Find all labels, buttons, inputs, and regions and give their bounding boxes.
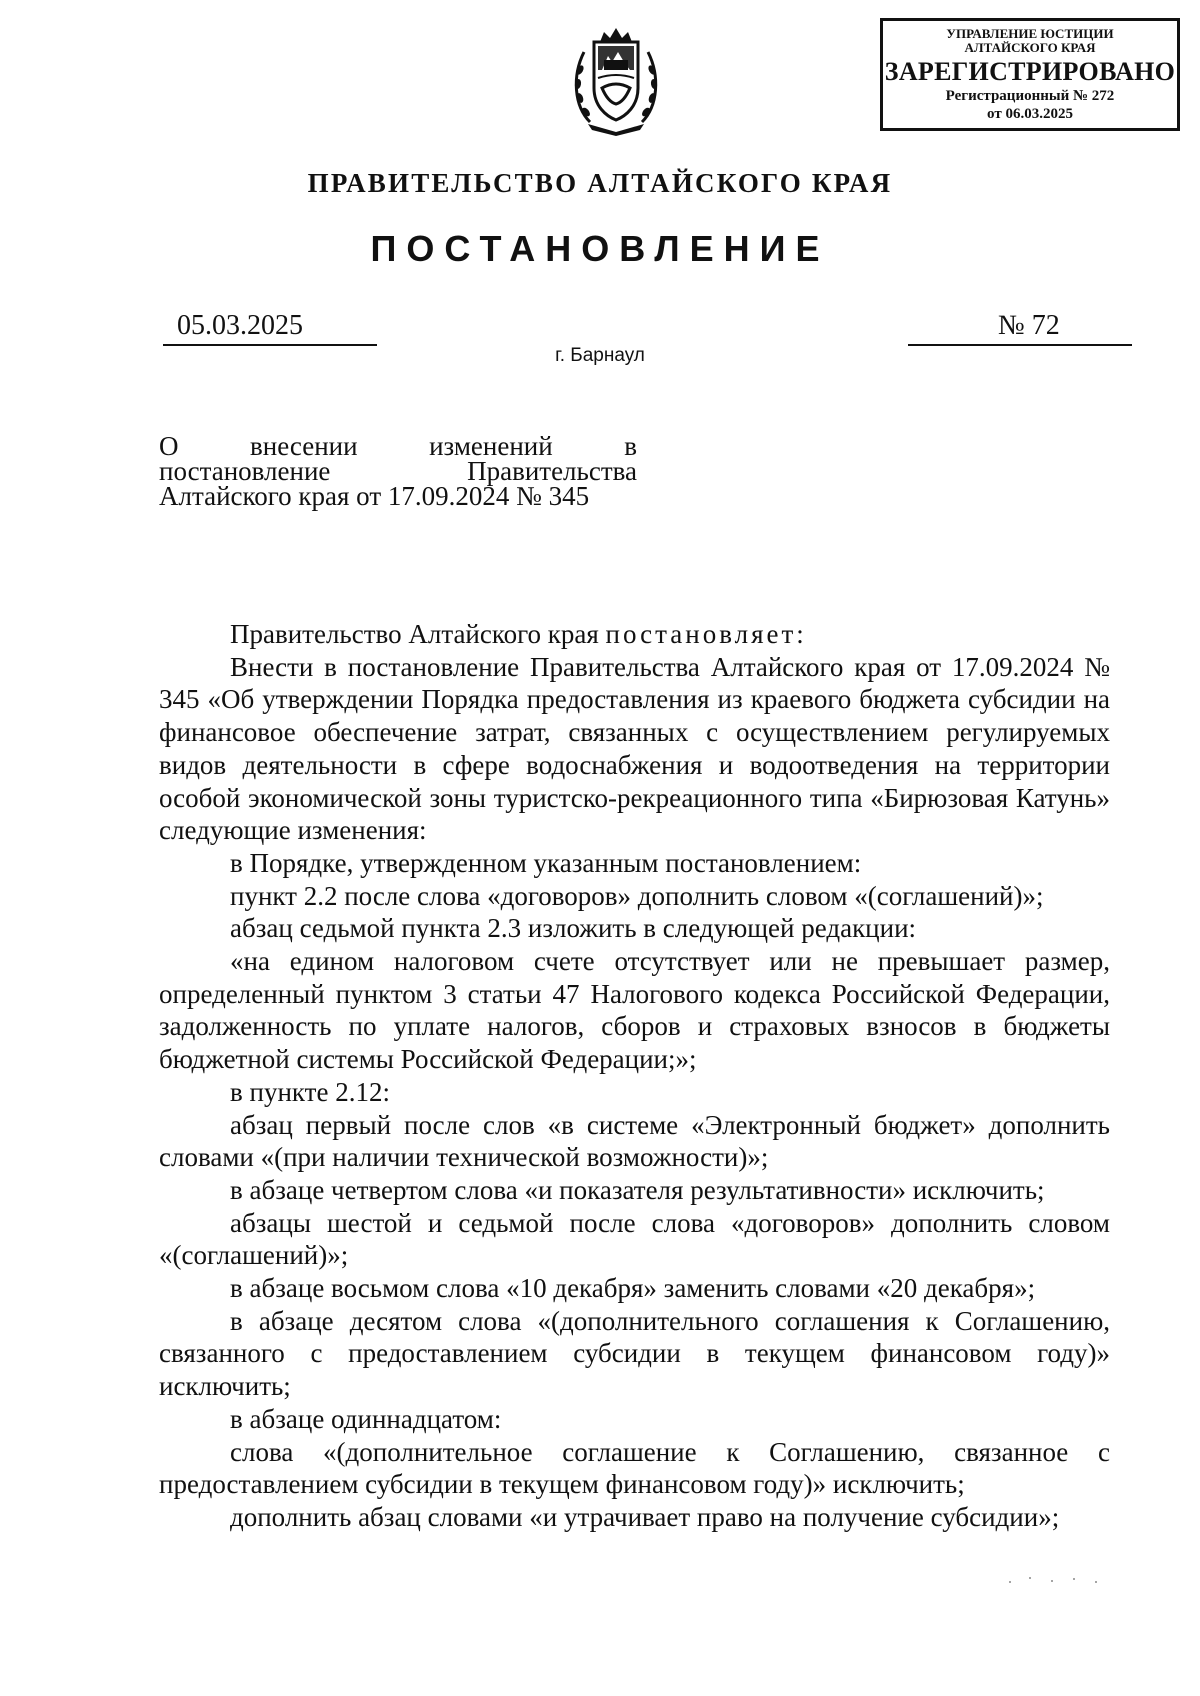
body-paragraph: абзацы шестой и седьмой после слова «договоров» дополнить словом «(соглашений)»; (159, 1207, 1110, 1271)
registration-stamp (880, 18, 1180, 131)
resolution-intro (159, 618, 1110, 651)
document-body (159, 618, 1110, 1534)
subject-line: постановление Правительства (159, 456, 637, 486)
body-paragraph: в пункте 2.12: (230, 1076, 390, 1107)
intro-text: Правительство Алтайского края (230, 619, 606, 649)
stamp-reg-date: от 06.03.2025 (987, 106, 1073, 122)
body-paragraph: в Порядке, утвержденном указанным постановлением: (230, 847, 862, 878)
stamp-reg-number: Регистрационный № 272 (945, 88, 1115, 104)
body-paragraph: в абзаце одиннадцатом: (230, 1403, 502, 1434)
subject-line: О внесении изменений в (159, 431, 637, 461)
body-paragraph: в абзаце восьмом слова «10 декабря» заменить словами «20 декабря»; (230, 1273, 1036, 1304)
scan-specks (1000, 1570, 1120, 1590)
body-paragraph: слова «(дополнительное соглашение к Соглашению, связанное с предоставлением субсидии в текущем финансовом году)» исключить; (159, 1436, 1110, 1500)
government-title: ПРАВИТЕЛЬСТВО АЛТАЙСКОГО КРАЯ (307, 168, 893, 198)
coat-of-arms-icon (568, 26, 664, 138)
stamp-authority-line1: УПРАВЛЕНИЕ ЮСТИЦИИ (946, 26, 1114, 41)
body-paragraph: абзац седьмой пункта 2.3 изложить в следующей редакции: (230, 913, 917, 944)
document-number: № 72 (908, 310, 1132, 346)
document-city: г. Барнаул (555, 345, 645, 366)
intro-colon: : (796, 619, 804, 649)
body-paragraph: дополнить абзац словами «и утрачивает право на получение субсидии»; (230, 1501, 1060, 1532)
body-paragraph: в абзаце четвертом слова «и показателя результативности» исключить; (230, 1174, 1045, 1205)
document-date: 05.03.2025 (163, 310, 377, 346)
body-paragraph: Внести в постановление Правительства Алтайского края от 17.09.2024 № 345 «Об утверждении Порядка предоставления из краевого бюджета субсидии на финансовое обеспечение затрат, связанных с осуществлением регулируемых видов деятельности в сфере водоснабжения и водоотведения на территории особой экономической зоны туристско-рекреационного типа «Бирюзовая Катунь» следующие изменения: (159, 651, 1110, 846)
body-paragraph: пункт 2.2 после слова «договоров» дополнить словом «(соглашений)»; (230, 880, 1044, 911)
document-subject (159, 431, 637, 511)
intro-keyword: постановляет (605, 619, 797, 649)
subject-line: Алтайского края от 17.09.2024 № 345 (159, 481, 590, 511)
document-type: ПОСТАНОВЛЕНИЕ (370, 228, 830, 269)
body-paragraph: «на едином налоговом счете отсутствует или не превышает размер, определенный пунктом 3 статьи 47 Налогового кодекса Российской Федерации, задолженность по уплате налогов, сборов и страховых взносов в бюджеты бюджетной системы Российской Федерации;»; (159, 946, 1110, 1075)
stamp-status: ЗАРЕГИСТРИРОВАНО (884, 57, 1176, 86)
stamp-authority-line2: АЛТАЙСКОГО КРАЯ (964, 40, 1096, 55)
body-paragraph: абзац первый после слов «в системе «Электронный бюджет» дополнить словами «(при наличии технической возможности)»; (159, 1109, 1110, 1173)
body-paragraph: в абзаце десятом слова «(дополнительного соглашения к Соглашению, связанного с предоставлением субсидии в текущем финансовом году)» исключить; (159, 1305, 1110, 1402)
